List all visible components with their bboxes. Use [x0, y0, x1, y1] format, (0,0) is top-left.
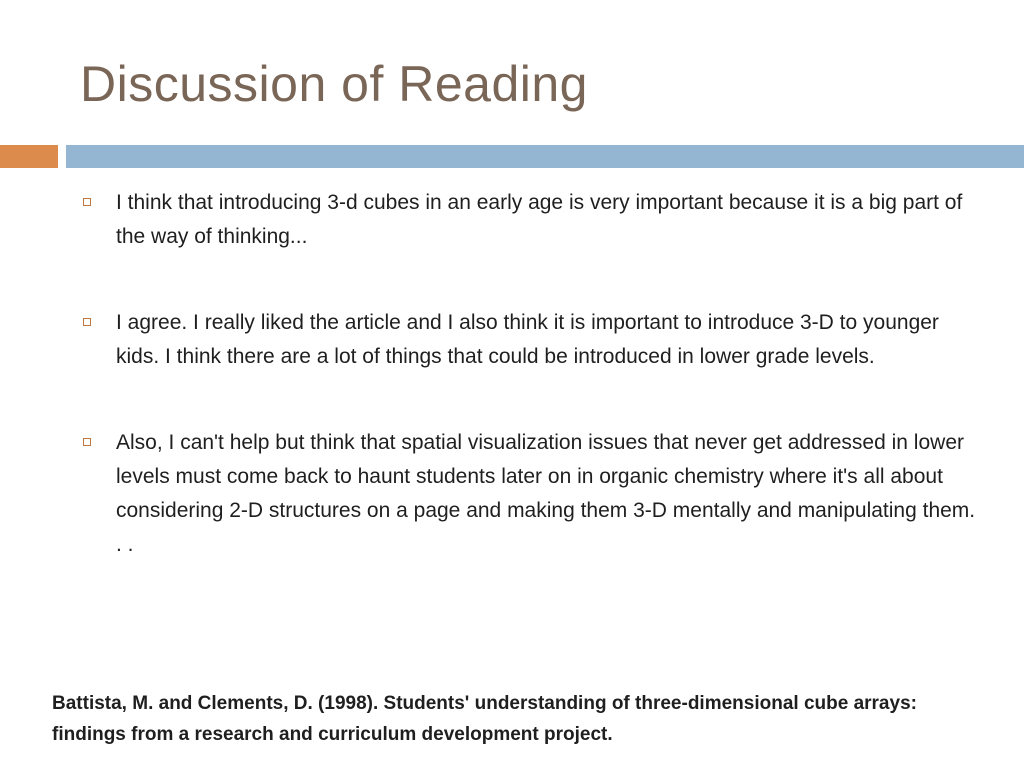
title-accent-band-orange	[0, 145, 58, 168]
slide-title: Discussion of Reading	[80, 56, 588, 112]
hollow-square-bullet-icon	[83, 438, 91, 446]
citation: Battista, M. and Clements, D. (1998). Students' understanding of three-dimensional cube arrays: findings from a research and curriculum development project.	[52, 693, 917, 745]
bullet-item-3	[80, 426, 980, 562]
bullet-text: I think that introducing 3-d cubes in an early age is very important because it is a big part of the way of thinking...	[116, 191, 963, 248]
bullet-item-2	[80, 306, 980, 374]
bullet-text: Also, I can't help but think that spatial visualization issues that never get addressed in lower levels must come back to haunt students later on in organic chemistry where it's all about considering 2-D structures on a page and making them 3-D mentally and manipulating them. . .	[116, 431, 976, 556]
hollow-square-bullet-icon	[83, 198, 91, 206]
bullet-list	[80, 186, 980, 562]
bullet-text: I agree. I really liked the article and I also think it is important to introduce 3-D to younger kids. I think there are a lot of things that could be introduced in lower grade levels.	[116, 311, 939, 368]
title-accent-band-blue	[66, 145, 1024, 168]
hollow-square-bullet-icon	[83, 318, 91, 326]
bullet-item-1	[80, 186, 980, 254]
